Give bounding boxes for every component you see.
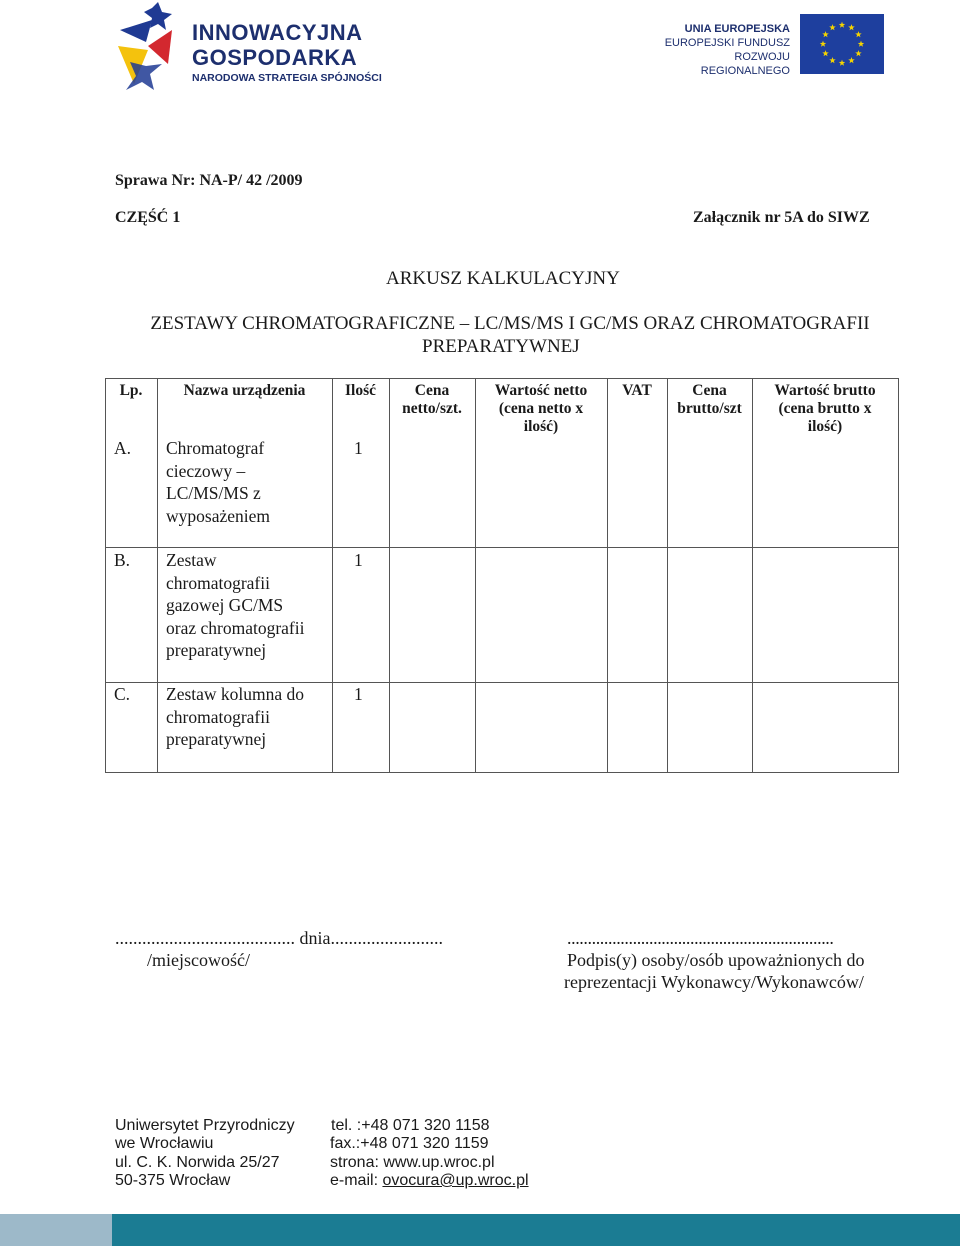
row-b-name-line: oraz chromatografii: [166, 617, 305, 638]
logo-line-gospodarka: GOSPODARKA: [192, 45, 358, 70]
eu-logo-text: [650, 22, 790, 78]
innowacyjna-gospodarka-mark-icon: [112, 2, 182, 92]
logo-line-innowacyjna: INNOWACYJNA: [192, 20, 363, 45]
footer-email-label: e-mail:: [330, 1172, 383, 1189]
attachment-label: Załącznik nr 5A do SIWZ: [693, 209, 870, 226]
header-vat: VAT: [622, 382, 652, 399]
header-gross-price-line: Cena: [692, 382, 727, 399]
footer-website: strona: www.up.wroc.pl: [330, 1154, 495, 1171]
row-c-name: [166, 683, 304, 751]
row-c-quantity: 1: [354, 684, 363, 704]
logo-line-strategia: NARODOWA STRATEGIA SPÓJNOŚCI: [192, 72, 382, 84]
signature-label-line2: reprezentacji Wykonawcy/Wykonawców/: [564, 972, 864, 992]
row-a-name-line: LC/MS/MS z: [166, 483, 261, 503]
row-b-lp: B.: [114, 550, 131, 570]
part-label: CZĘŚĆ 1: [115, 209, 181, 226]
header-net-value-line: (cena netto x: [498, 400, 584, 417]
header-net-value: [475, 382, 607, 436]
row-a-quantity: 1: [354, 438, 363, 458]
footer-org-line: we Wrocławiu: [115, 1135, 214, 1152]
row-a-lp: A.: [114, 438, 132, 458]
row-c-name-line: preparatywnej: [166, 729, 267, 749]
table-row-divider: [105, 547, 899, 548]
table-col-divider: [157, 378, 158, 773]
document-title: ARKUSZ KALKULACYJNY: [386, 268, 620, 289]
eu-logo-line1: UNIA EUROPEJSKA: [684, 23, 790, 35]
row-a-name-line: wyposażeniem: [166, 505, 270, 526]
place-label: /miejscowość/: [147, 950, 250, 970]
table-border-left: [105, 378, 106, 773]
footer-bar-dark: [112, 1214, 960, 1246]
footer-email-line: [330, 1172, 529, 1191]
table-col-divider: [752, 378, 753, 773]
footer-fax: fax.:+48 071 320 1159: [330, 1135, 489, 1152]
eu-flag-icon: [800, 14, 884, 74]
row-c-lp: C.: [114, 684, 131, 704]
table-col-divider: [389, 378, 390, 773]
header-net-price: [389, 382, 475, 418]
header-gross-value-line: (cena brutto x: [778, 400, 872, 417]
table-col-divider: [607, 378, 608, 773]
signature-dots: .................................................................: [567, 928, 834, 948]
row-a-name-line: Chromatograf: [166, 438, 265, 458]
header-device-name: Nazwa urządzenia: [183, 382, 306, 399]
row-c-name-line: Zestaw kolumna do: [166, 684, 305, 704]
eu-logo-line2: EUROPEJSKI FUNDUSZ: [664, 37, 790, 49]
eu-logo-line3: ROZWOJU REGIONALNEGO: [700, 51, 790, 77]
row-b-quantity: 1: [354, 550, 363, 570]
signature-label-line1: Podpis(y) osoby/osób upoważnionych do: [567, 950, 865, 970]
footer-address-line: 50-375 Wrocław: [115, 1172, 231, 1189]
header-gross-value-line: ilość): [807, 418, 843, 435]
footer-phone: tel. :+48 071 320 1158: [331, 1117, 490, 1134]
header-net-value-line: Wartość netto: [494, 382, 588, 399]
row-b-name-line: gazowej GC/MS: [166, 595, 284, 615]
row-b-name-line: preparatywnej: [166, 640, 267, 660]
eu-logo: [640, 14, 890, 76]
table-col-divider: [332, 378, 333, 773]
header-gross-value: [752, 382, 898, 436]
header-gross-value-line: Wartość brutto: [774, 382, 876, 399]
row-a-name: [166, 437, 270, 527]
header-lp: Lp.: [119, 382, 143, 399]
footer-email-link[interactable]: ovocura@up.wroc.pl: [382, 1172, 529, 1189]
table-col-divider: [475, 378, 476, 773]
calculation-table: [105, 378, 899, 773]
header-quantity: Ilość: [345, 382, 376, 399]
document-subtitle-line2: PREPARATYWNEJ: [422, 336, 580, 357]
footer-bar-light: [0, 1214, 112, 1246]
footer-org-line: Uniwersytet Przyrodniczy: [115, 1117, 295, 1134]
row-c-name-line: chromatografii: [166, 706, 270, 727]
table-border-top: [105, 378, 899, 379]
case-number: Sprawa Nr: NA-P/ 42 /2009: [115, 172, 303, 189]
header-net-value-line: ilość): [523, 418, 559, 435]
table-border-bottom: [105, 772, 899, 773]
header-net-price-line: netto/szt.: [402, 400, 462, 417]
row-b-name-line: Zestaw: [166, 550, 217, 570]
row-b-name-line: chromatografii: [166, 572, 270, 593]
row-b-name: [166, 549, 304, 662]
row-a-name-line: cieczowy –: [166, 460, 246, 481]
header-net-price-line: Cena: [414, 382, 450, 399]
header-gross-price-line: brutto/szt: [677, 400, 742, 417]
table-border-right: [898, 378, 899, 773]
document-subtitle-line1: ZESTAWY CHROMATOGRAFICZNE – LC/MS/MS I GC/MS ORAZ CHROMATOGRAFII: [150, 313, 870, 334]
header-gross-price: [667, 382, 752, 418]
place-date-line: ........................................ dnia.........................: [115, 928, 443, 948]
table-col-divider: [667, 378, 668, 773]
innowacyjna-gospodarka-logo: [112, 2, 412, 92]
footer-address-line: ul. C. K. Norwida 25/27: [115, 1154, 280, 1171]
